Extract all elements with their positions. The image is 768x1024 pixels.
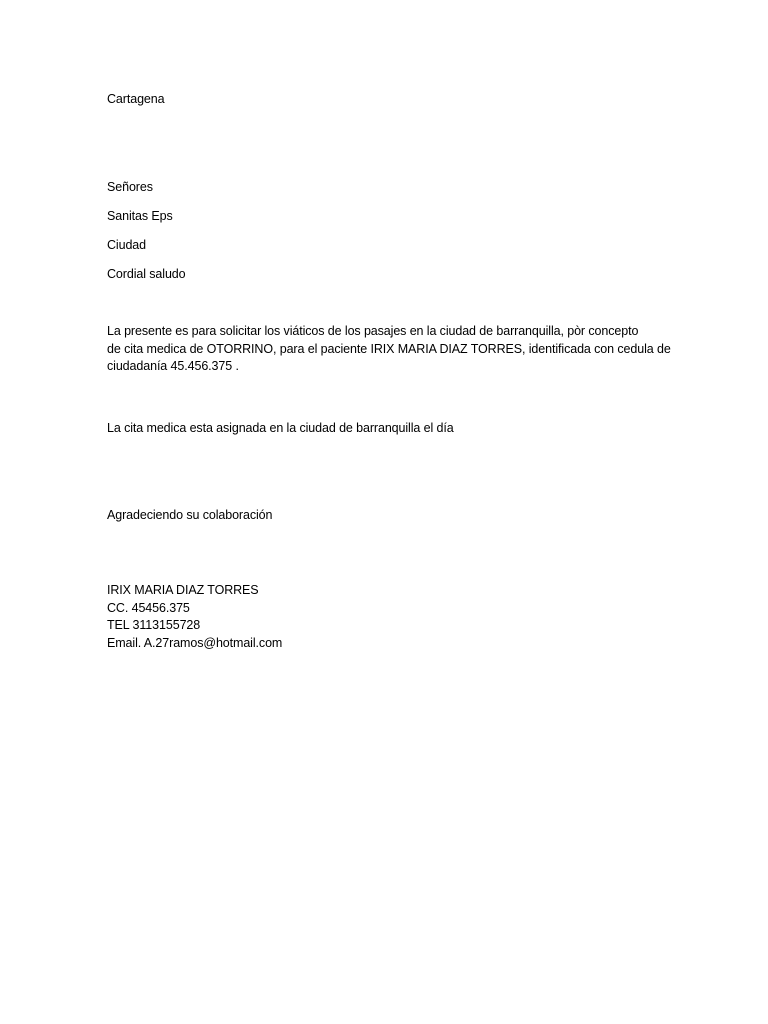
closing: Agradeciendo su colaboración xyxy=(107,508,273,522)
signature-block xyxy=(107,582,282,652)
signature-phone: TEL 3113155728 xyxy=(107,618,201,633)
signature-name: IRIX MARIA DIAZ TORRES xyxy=(107,583,259,597)
letter-city: Cartagena xyxy=(107,92,165,106)
body-paragraph-line: ciudadanía 45.456.375 . xyxy=(107,359,239,373)
appointment-line: La cita medica esta asignada en la ciudad de barranquilla el día xyxy=(107,421,454,435)
body-paragraph xyxy=(107,323,671,376)
signature-id: CC. 45456.375 xyxy=(107,600,190,615)
body-paragraph-line: de cita medica de OTORRINO, para el paciente IRIX MARIA DIAZ TORRES, identificada con cedula de xyxy=(107,341,671,356)
body-paragraph-line: La presente es para solicitar los viáticos de los pasajes en la ciudad de barranquilla, pòr concepto xyxy=(107,324,639,338)
recipient-company: Sanitas Eps xyxy=(107,209,173,223)
greeting: Cordial saludo xyxy=(107,267,186,281)
recipient-salutation: Señores xyxy=(107,180,153,194)
signature-email: Email. A.27ramos@hotmail.com xyxy=(107,635,283,650)
recipient-city: Ciudad xyxy=(107,238,147,252)
